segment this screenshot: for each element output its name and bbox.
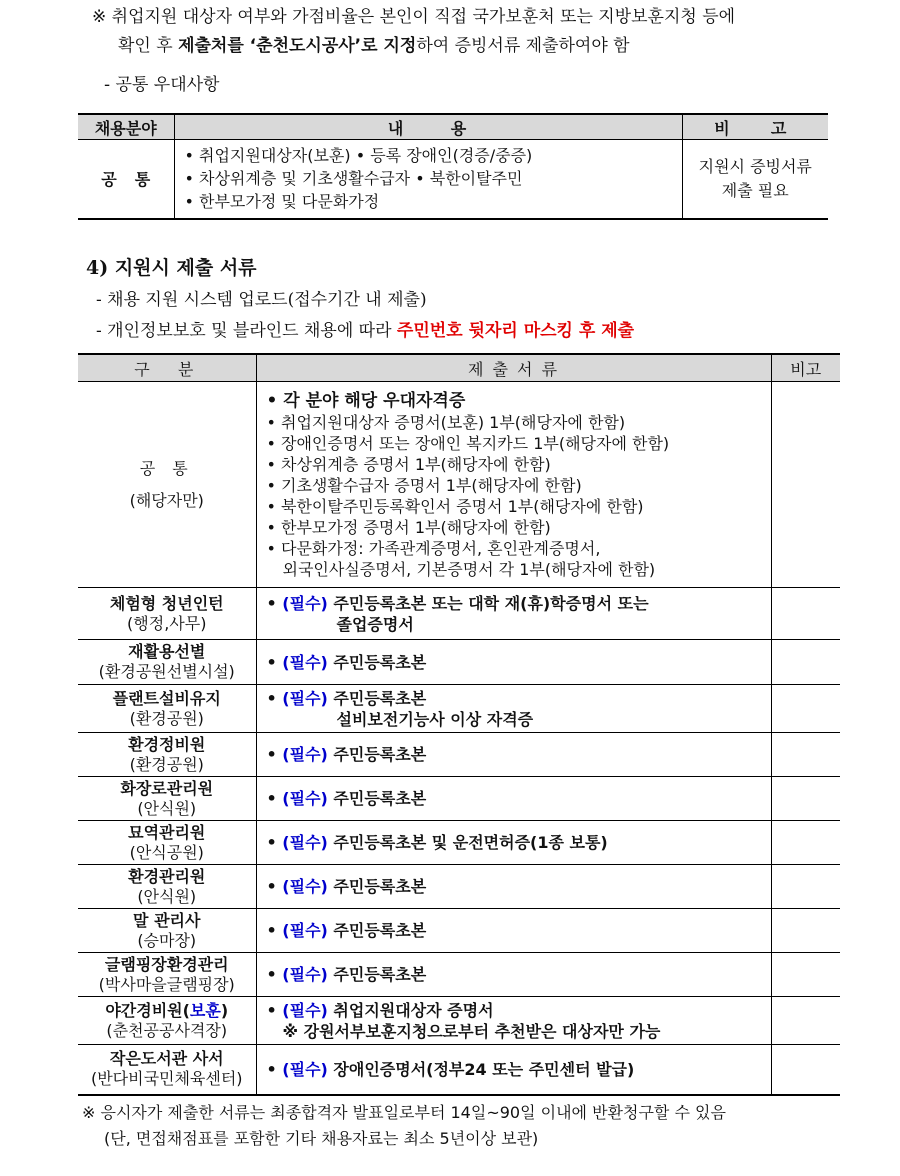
t2-documents: • (필수) 주민등록초본 설비보전기능사 이상 자격증 [256,685,771,733]
t2-category [78,821,256,865]
t2-category [78,997,256,1045]
t2-documents: • (필수) 장애인증명서(정부24 또는 주민센터 발급) [256,1045,771,1095]
t2-common-lead: • 각 분야 해당 우대자격증 [266,391,466,411]
t2-category-name: 재활용선별 [128,642,206,661]
t2-documents: • (필수) 주민등록초본 [256,865,771,909]
t2-category [78,777,256,821]
t1-content [174,140,682,219]
t2-note-cell [771,382,840,588]
t2-category-name: 플랜트설비유지 [112,688,221,708]
t2-category-sub: (승마장) [137,930,197,950]
t2-document: 주민등록초본 [333,745,427,764]
eligibility-note-cont-c: 하여 증빙서류 제출하여야 함 [416,36,630,56]
t2-common-documents [256,382,771,588]
t2-document: 취업지원대상자 증명서 [333,1000,494,1020]
t1-note-line1: 지원시 증빙서류 [698,156,812,176]
eligibility-note-cont [118,35,630,57]
t2-category [78,588,256,640]
t2-note-cell [771,588,840,640]
t2-category-sub: (행정,사무) [127,613,207,633]
t1-header-content: 내 용 [174,114,682,140]
t1-header-field: 채용분야 [78,114,174,140]
masking-notice: 주민번호 뒷자리 마스킹 후 제출 [396,321,635,341]
t2-common-item: • 북한이탈주민등록확인서 증명서 1부(해당자에 한함) [266,497,644,516]
t2-category [78,640,256,685]
t2-category-name: 체험형 청년인턴 [109,593,224,613]
t2-category [78,909,256,953]
t2-category-sub: (환경공원) [129,708,204,728]
t2-common-item: • 한부모가정 증명서 1부(해당자에 한함) [266,518,551,537]
t2-category [78,733,256,777]
t2-common-item: • 차상위계층 증명서 1부(해당자에 한함) [266,455,551,474]
t2-common-item-cont: 외국인사실증명서, 기본증명서 각 1부(해당자에 한함) [282,560,656,579]
t2-document: 주민등록초본 [333,921,427,940]
t2-document: 주민등록초본 [333,965,427,984]
t2-category-sub: (반다비국민체육센터) [90,1069,243,1089]
t2-category-name: 공 통 [139,458,194,478]
t2-document: 주민등록초본 [333,652,427,672]
t2-note-cell [771,909,840,953]
t2-category-sub: (환경공원선별시설) [98,662,235,681]
t2-category-sub: (환경공원) [129,754,204,774]
section-4-bullet-1: - 채용 지원 시스템 업로드(접수기간 내 제출) [96,290,427,310]
t2-note-cell [771,640,840,685]
t1-item: • 한부모가정 및 다문화가정 [184,192,380,212]
veteran-label: 보훈 [189,1000,221,1020]
t2-common-item: • 장애인증명서 또는 장애인 복지카드 1부(해당자에 한함) [266,434,670,453]
t2-common-item: • 다문화가정: 가족관계증명서, 혼인관계증명서, [266,539,601,558]
required-label: (필수) [282,789,328,808]
t2-category-name-a: 야간경비원( [105,1000,190,1020]
t2-category-sub: (해당자만) [129,490,204,510]
t2-documents: • (필수) 주민등록초본 [256,909,771,953]
t2-header-documents: 제 출 서 류 [256,354,771,382]
t2-document: 주민등록초본 [333,789,427,808]
t1-header-note: 비 고 [682,114,828,140]
t2-category-sub: (안식원) [137,886,197,906]
t2-category-name: 환경정비원 [128,734,206,754]
required-label: (필수) [282,652,328,672]
common-preference-heading: - 공통 우대사항 [104,75,220,95]
t2-document-cont: 졸업증명서 [336,614,414,634]
required-label: (필수) [282,921,328,940]
t2-category-name: 작은도서관 사서 [109,1049,224,1069]
t2-document: 주민등록초본 [333,877,427,896]
t1-item: • 취업지원대상자(보훈) • 등록 장애인(경증/중증) [184,146,533,166]
t2-documents: • (필수) 주민등록초본 [256,640,771,685]
t2-document: 주민등록초본 및 운전면허증(1종 보통) [333,833,608,852]
t2-documents: • (필수) 주민등록초본 및 운전면허증(1종 보통) [256,821,771,865]
required-label: (필수) [282,1059,328,1079]
t2-document-cont: 설비보전기능사 이상 자격증 [336,709,534,729]
t2-category [78,1045,256,1095]
t2-category-name: 화장로관리원 [120,778,214,798]
t2-category-name: 묘역관리원 [128,822,206,842]
required-label: (필수) [282,593,328,613]
required-label: (필수) [282,965,328,984]
section-4-bullet-2 [96,320,634,342]
t2-note-cell [771,997,840,1045]
t1-note [682,140,828,219]
t2-category-name-c: ) [220,1000,229,1020]
eligibility-note-cont-a: 확인 후 [118,36,179,56]
t2-common-item: • 기초생활수급자 증명서 1부(해당자에 한함) [266,476,582,495]
section-4-title: 4) 지원시 제출 서류 [86,257,257,279]
t2-category [78,685,256,733]
eligibility-note: ※ 취업지원 대상자 여부와 가점비율은 본인이 직접 국가보훈처 또는 지방보훈지청 등에 [92,7,736,27]
t2-common-item: • 취업지원대상자 증명서(보훈) 1부(해당자에 한함) [266,413,626,432]
t1-note-line2: 제출 필요 [721,180,789,200]
t1-field-common: 공통 [78,140,174,219]
t2-category-sub: (춘천공공사격장) [106,1020,228,1040]
t2-note-cell [771,733,840,777]
required-label: (필수) [282,1000,328,1020]
t2-documents: • (필수) 취업지원대상자 증명서 ※ 강원서부보훈지청으로부터 추천받은 대상자만 가능 [256,997,771,1045]
t2-note-cell [771,821,840,865]
t2-category-sub: (안식원) [137,798,197,818]
t2-documents: • (필수) 주민등록초본 [256,953,771,997]
t2-note-cell [771,1045,840,1095]
eligibility-note-cont-b: 제출처를 ‘춘천도시공사’로 지정 [178,36,417,56]
t2-document: 주민등록초본 [333,688,427,708]
t2-category [78,953,256,997]
required-label: (필수) [282,745,328,764]
t2-category-sub: (박사마을글램핑장) [98,974,235,994]
t2-header-category: 구 분 [78,354,256,382]
required-label: (필수) [282,833,328,852]
t2-category-name: 말 관리사 [133,910,201,930]
t2-category-name [78,1001,256,1021]
t2-document: 장애인증명서(정부24 또는 주민센터 발급) [333,1059,635,1079]
t2-category-sub: (안식공원) [129,842,204,862]
t2-note-cell [771,865,840,909]
required-label: (필수) [282,688,328,708]
t2-category-name: 환경관리원 [128,866,206,886]
section-4-bullet-2-a: - 개인정보보호 및 블라인드 채용에 따라 [96,321,397,341]
required-documents-table [78,353,840,1096]
t2-note-cell [771,685,840,733]
t2-documents: • (필수) 주민등록초본 [256,733,771,777]
t2-header-note: 비고 [771,354,840,382]
t2-category-name: 글램핑장환경관리 [104,954,229,974]
retention-note: (단, 면접채점표를 포함한 기타 채용자료는 최소 5년이상 보관) [104,1129,539,1148]
t2-note-cell [771,953,840,997]
t2-documents: • (필수) 주민등록초본 또는 대학 재(휴)학증명서 또는 졸업증명서 [256,588,771,640]
t1-item: • 차상위계층 및 기초생활수급자 • 북한이탈주민 [184,169,523,189]
t2-note-cell [771,777,840,821]
t2-category [78,865,256,909]
t2-document: 주민등록초본 또는 대학 재(휴)학증명서 또는 [333,593,649,613]
common-preference-table [78,113,828,220]
t2-document-cont: ※ 강원서부보훈지청으로부터 추천받은 대상자만 가능 [282,1021,661,1041]
t2-category-common [78,382,256,588]
return-claim-note: ※ 응시자가 제출한 서류는 최종합격자 발표일로부터 14일~90일 이내에 반환청구할 수 있음 [82,1103,726,1122]
required-label: (필수) [282,877,328,896]
t2-documents: • (필수) 주민등록초본 [256,777,771,821]
